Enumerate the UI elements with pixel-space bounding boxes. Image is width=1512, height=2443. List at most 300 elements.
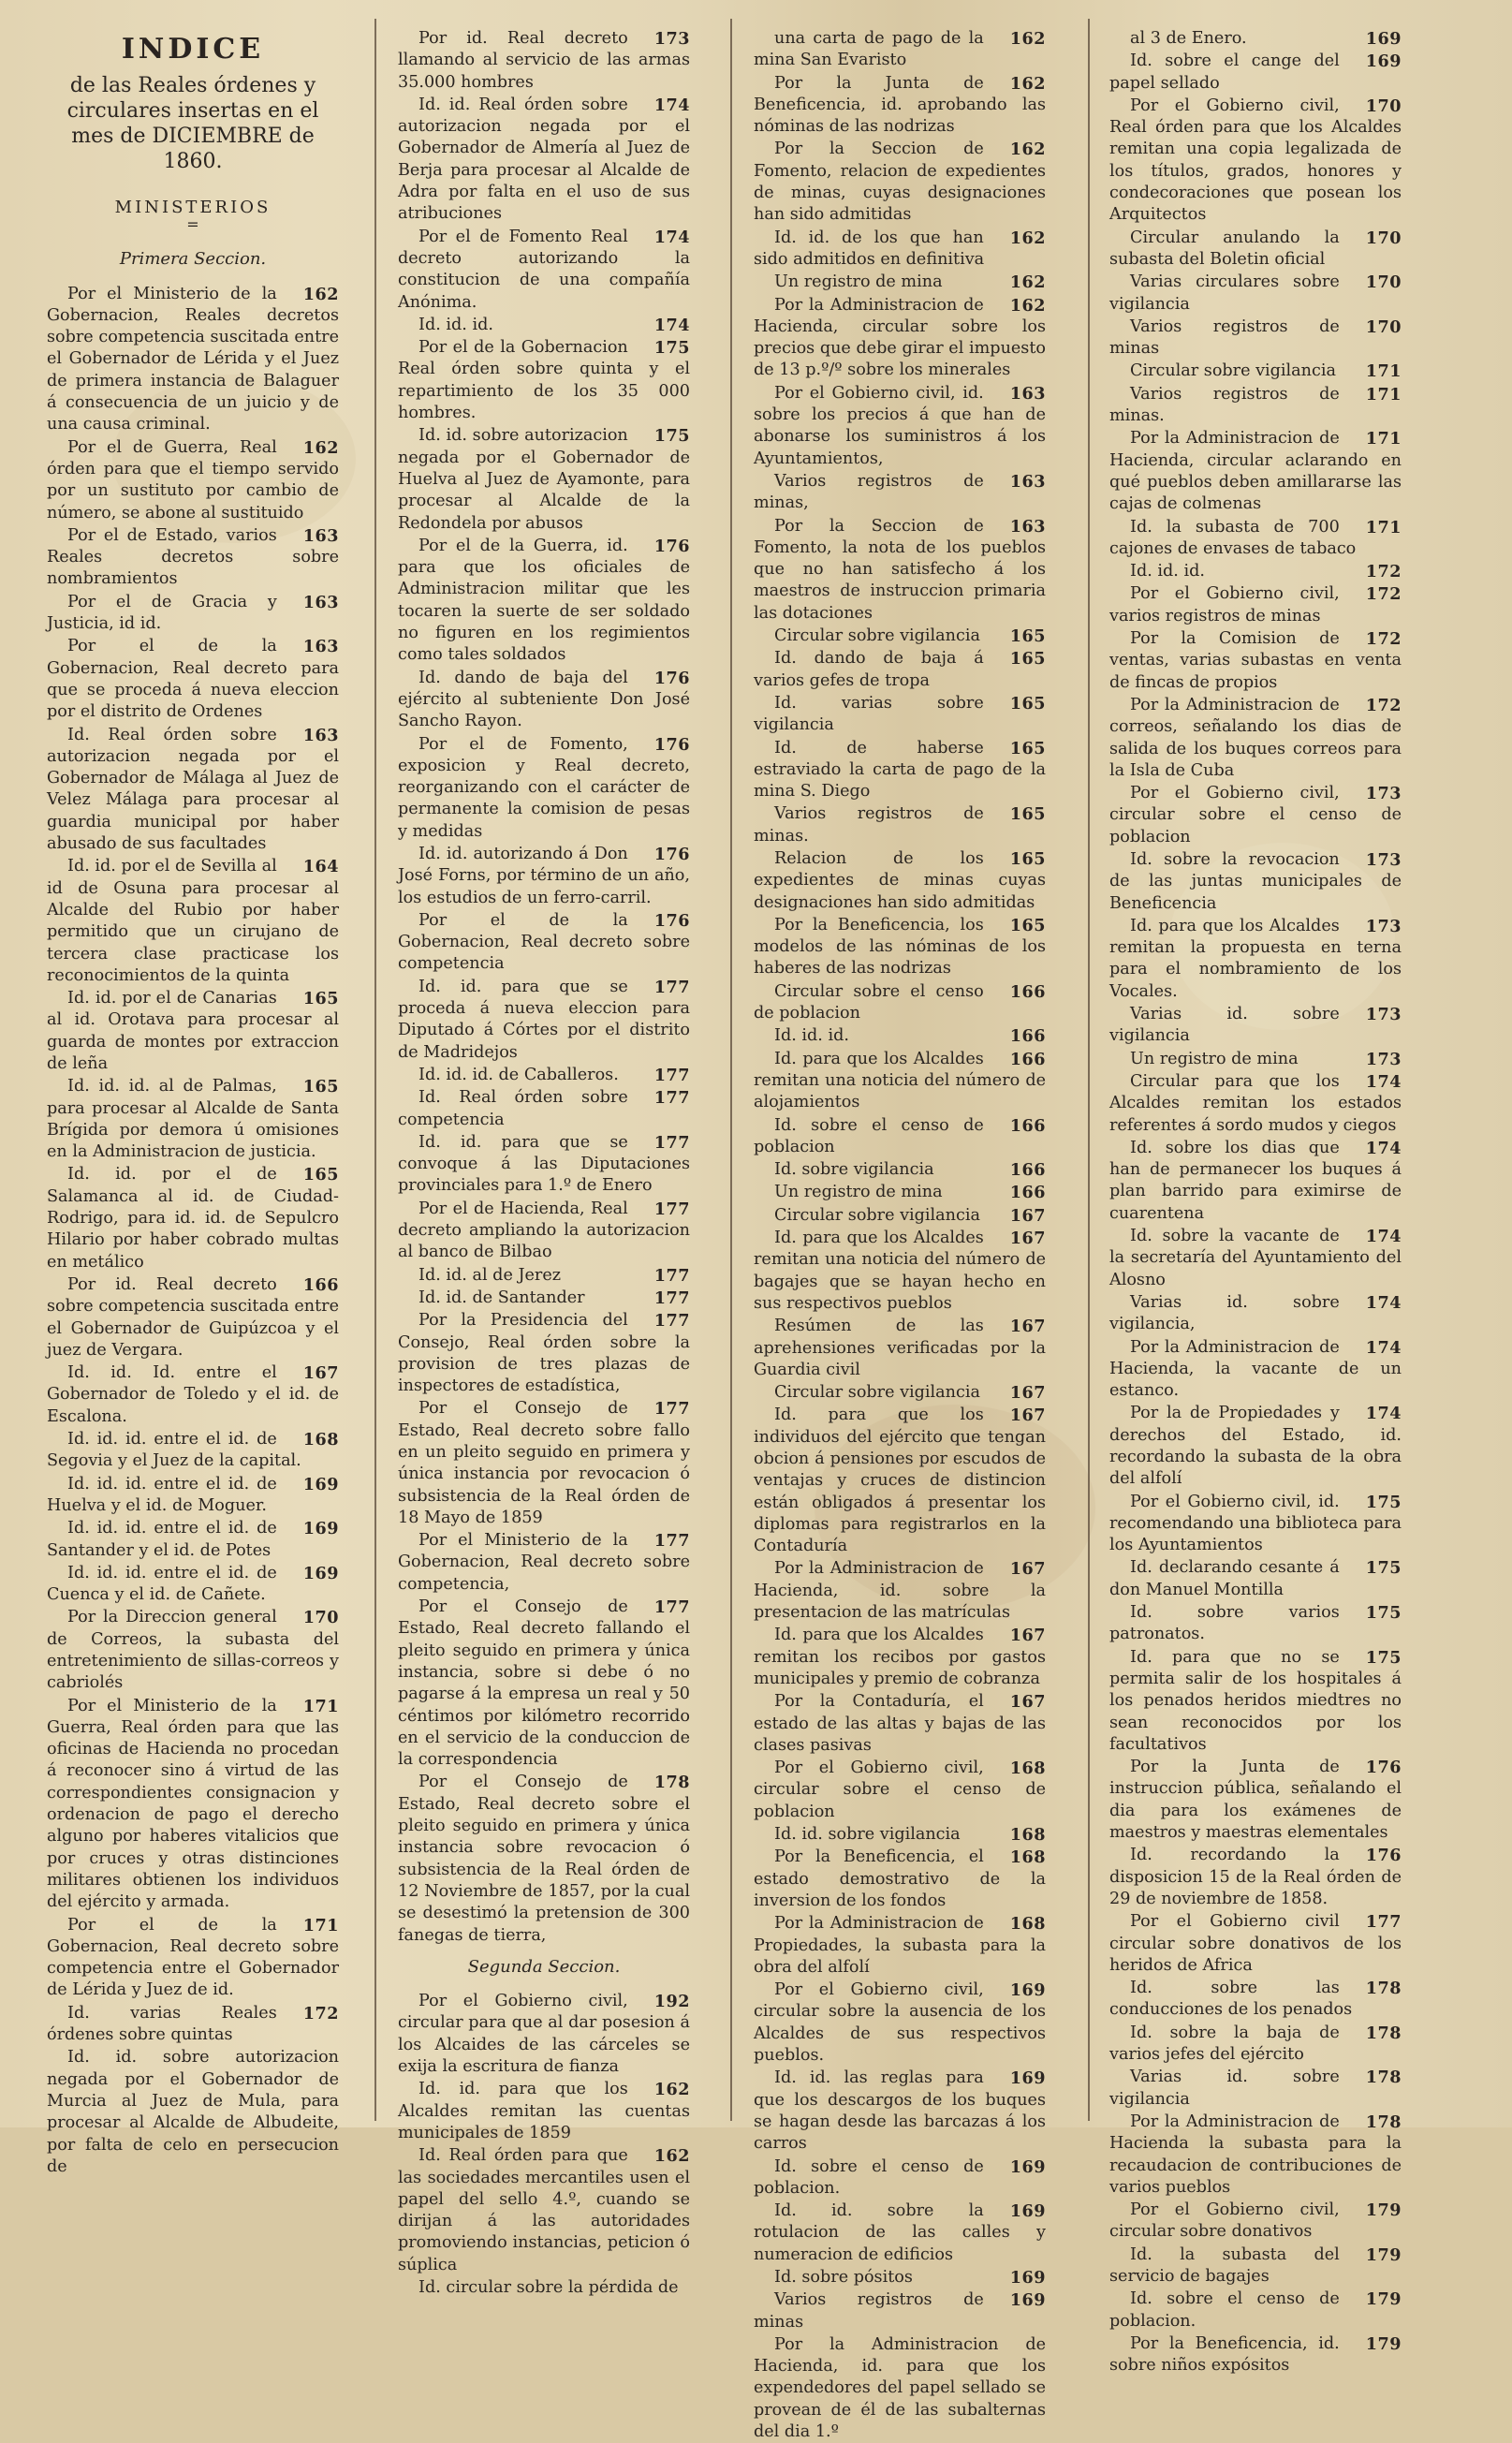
entry-text: Varios registros de minas	[1109, 316, 1340, 359]
page-number: 170	[302, 1608, 339, 1628]
page-number: 163	[302, 592, 339, 612]
index-entry	[754, 1824, 1046, 1846]
entry-text: Por id. Real decreto sobre competencia suscitada entre el Gobernador de Guipúzcoa y el juez de Vergara.	[47, 1274, 339, 1360]
entry-text: Por el Gobierno civil, Real órden para que los Alcaldes remitan una copia legalizada de los títulos, grados, honores y condecoraciones que posean los Arquitectos	[1109, 96, 1402, 225]
index-entry	[1109, 28, 1402, 50]
entry-text: Por la Direccion general de Correos, la subasta del entretenimiento de sillas-correos y cabriolés	[47, 1608, 339, 1693]
entry-text: Id. varias Reales órdenes sobre quintas	[47, 2003, 277, 2045]
entry-text: Id. sobre el censo de poblacion.	[1109, 2289, 1340, 2331]
column-rule	[374, 19, 376, 2121]
index-entry	[1109, 783, 1402, 848]
page-number: 174	[653, 95, 690, 115]
index-entry	[754, 28, 1046, 72]
index-entry	[398, 844, 690, 909]
entry-text: Por la Seccion de Fomento, relacion de expedientes de minas, cuyas designaciones han sido admitidas	[754, 140, 1046, 225]
entry-text: Id. id. id. entre el id. de Segovia y el Juez de la capital.	[47, 1430, 301, 1471]
page-number: 177	[653, 1265, 690, 1286]
entry-text: Id. id. id.	[774, 1026, 849, 1046]
index-entry	[754, 1382, 1046, 1404]
entry-text: Por el de Hacienda, Real decreto ampliando la autorizacion al banco de Bilbao	[398, 1199, 690, 1262]
index-entry	[1109, 2333, 1402, 2377]
index-entry	[1109, 1845, 1402, 1910]
entry-text: Id. Real órden para que las sociedades mercantiles usen el papel del sello 4.º, cuando se dirijan á las autoridades promoviendo instancias, peticion ó súplica	[398, 2146, 690, 2274]
index-entry	[1109, 1403, 1402, 1490]
page-number: 173	[1365, 849, 1402, 870]
entry-text: Id. sobre las conducciones de los penados	[1109, 1979, 1353, 2020]
page-number: 172	[1365, 562, 1402, 582]
page-number: 171	[302, 1915, 339, 1935]
index-entry	[1109, 1647, 1402, 1756]
index-entry	[754, 1228, 1046, 1315]
page-number: 166	[1009, 1160, 1046, 1181]
entry-text: Por id. Real decreto llamando al servicio de las armas 35.000 hombres	[398, 29, 690, 92]
page-number: 177	[1365, 1912, 1402, 1933]
page-number: 166	[1009, 1115, 1046, 1136]
page-number: 164	[302, 857, 339, 877]
page-number: 163	[302, 525, 339, 546]
entry-text: Id. id. sobre vigilancia	[774, 1825, 961, 1845]
page-number: 171	[1365, 361, 1402, 382]
index-entry	[47, 284, 339, 436]
index-entry	[398, 910, 690, 976]
page-number: 162	[302, 284, 339, 304]
entry-text: Circular sobre vigilancia	[774, 1205, 980, 1225]
index-entry	[1109, 96, 1402, 227]
page-number: 167	[1009, 1405, 1046, 1426]
page-number: 169	[1365, 29, 1402, 49]
page-number: 179	[1365, 2289, 1402, 2310]
entry-text: Id. id. id. entre el id. de Cuenca y el id. de Cañete.	[47, 1563, 277, 1605]
index-entry	[1109, 2200, 1402, 2244]
page-number: 162	[302, 437, 339, 458]
index-entry	[1109, 2023, 1402, 2067]
page-number: 163	[302, 637, 339, 657]
entry-text: Id. id. sobre autorizacion negada por el Gobernador de Huelva al Juez de Ayamonte, para procesar al Alcalde de la Redondela por abusos	[398, 426, 690, 533]
entry-text: Por el Gobierno civil, id. recomendando una biblioteca para los Ayuntamientos	[1109, 1492, 1402, 1555]
index-entry	[1109, 517, 1402, 561]
page-number: 174	[1365, 1404, 1402, 1424]
entry-text: Id. sobre los dias que han de permanecer los buques á plan barrido para eximirse de cuarentena	[1109, 1138, 1402, 1223]
entry-text: Por la Junta de instruccion pública, señalando el dia para los exámenes de maestros y maestras elementales	[1109, 1758, 1402, 1843]
page-number: 165	[1009, 649, 1046, 670]
entry-text: Circular sobre vigilancia	[774, 626, 980, 646]
page-number: 162	[1009, 295, 1046, 316]
entry-text: Por la Administracion de Hacienda, id. sobre la presentacion de las matrículas	[754, 1559, 1046, 1623]
index-entry	[1109, 1757, 1402, 1844]
entry-text: Id. para que los individuos del ejército que tengan obcion á pensiones por escudos de ventajas y cruces de distincion están obligados á presentar los diplomas para registrarlos en la Contaduría	[754, 1405, 1046, 1556]
page-number: 173	[1365, 1005, 1402, 1025]
index-entry	[47, 1076, 339, 1163]
page-number: 173	[1365, 784, 1402, 804]
entry-text: Por la Seccion de Fomento, la nota de los pueblos que no han satisfecho á los maestros de instruccion primaria las dotaciones	[754, 516, 1046, 623]
index-entry	[398, 227, 690, 314]
page-number: 177	[653, 1132, 690, 1153]
entry-text: Id. id. para que los Alcaldes remitan las cuentas municipales de 1859	[398, 2080, 690, 2142]
page-number: 174	[1365, 1337, 1402, 1358]
entry-text: Por el Gobierno civil, id. sobre los precios á que han de abonarse los suministros á los Ayuntamientos,	[754, 383, 1046, 468]
page-number: 176	[653, 668, 690, 688]
index-entry	[754, 2334, 1046, 2443]
page-number: 172	[1365, 629, 1402, 650]
entry-text: Por la Administracion de Hacienda, id. para que los expendedores del papel sellado se provean de él de las subalternas del dia 1.º	[754, 2334, 1046, 2442]
entry-text: Id. sobre la vacante de la secretaría del Ayuntamiento del Alosno	[1109, 1227, 1402, 1289]
page-number: 178	[1365, 2023, 1402, 2043]
index-entry	[754, 1182, 1046, 1203]
page-number: 169	[1009, 2267, 1046, 2288]
index-entry	[398, 1288, 690, 1309]
entry-text: Por la Presidencia del Consejo, Real órden sobre la provision de tres plazas de inspectores de estadística,	[398, 1311, 690, 1396]
index-entry	[754, 2068, 1046, 2155]
page-number: 176	[653, 910, 690, 931]
page-number: 168	[1009, 1914, 1046, 1935]
heading-rule: =	[186, 215, 199, 234]
entry-text: Por la Comision de ventas, varias subastas en venta de fincas de propios	[1109, 629, 1402, 692]
page-number: 165	[1009, 693, 1046, 714]
entry-text: Por el Consejo de Estado, Real decreto sobre fallo en un pleito seguido en primera y única instancia por revocacion ó subsistencia de la Real órden de 18 Mayo de 1859	[398, 1399, 690, 1527]
entry-text: Id. sobre la baja de varios jefes del ejército	[1109, 2023, 1340, 2065]
entry-text: Id. id. Real órden sobre autorizacion negada por el Gobernador de Almería al Juez de Berja para procesar al Alcalde de Adra por falta en el uso de sus atribuciones	[398, 95, 690, 224]
entry-text: Por la Beneficencia, el estado demostrativo de la inversion de los fondos	[754, 1847, 1046, 1910]
index-entry	[754, 1691, 1046, 1757]
page-number: 168	[1009, 1825, 1046, 1846]
page-number: 162	[1009, 73, 1046, 94]
entry-text: Varias circulares sobre vigilancia	[1109, 272, 1340, 314]
page-number: 162	[1009, 140, 1046, 160]
entry-text: Id. la subasta del servicio de bagajes	[1109, 2244, 1340, 2286]
index-entry	[1109, 1911, 1402, 1977]
entry-text: Id. para que no se permita salir de los hospitales á los penados heridos miedtres no sean reconocidos por los facultativos	[1109, 1647, 1402, 1754]
page-number: 168	[1009, 1759, 1046, 1779]
entry-text: Por el de la Gobernacion, Real decreto sobre competencia	[398, 910, 690, 974]
index-entry	[1109, 228, 1402, 272]
page-number: 172	[1365, 695, 1402, 715]
entry-text: Por la Beneficencia, id. sobre niños expósitos	[1109, 2333, 1340, 2376]
page-number: 170	[1365, 96, 1402, 116]
entry-text: Id. id. por el de Salamanca al id. de Ciudad-Rodrigo, para id. id. de Sepulcro Hilario por haber cobrado multas en metálico	[47, 1165, 339, 1272]
index-subtitle: de las Reales órdenes y circulares insertas en el mes de DICIEMBRE de 1860.	[66, 74, 319, 173]
page-number: 174	[1365, 1138, 1402, 1158]
page-number: 167	[1009, 1317, 1046, 1337]
entry-text: Un registro de mina	[1130, 1049, 1299, 1068]
index-entry	[1109, 361, 1402, 382]
index-entry	[1109, 849, 1402, 915]
entry-text: Id. dando de baja á varios gefes de tropa	[754, 649, 984, 690]
page-number: 170	[1365, 228, 1402, 248]
page-number: 176	[653, 536, 690, 556]
entry-text: Por el de Estado, varios Reales decretos sobre nombramientos	[47, 525, 339, 589]
page-number: 163	[1009, 516, 1046, 537]
page-number: 177	[653, 1199, 690, 1219]
index-entry	[754, 1025, 1046, 1047]
index-entry	[1109, 695, 1402, 782]
entry-text: Id. id. sobre autorizacion negada por el Gobernador de Murcia al Juez de Mula, para procesar al Alcalde de Albudeite, por falta de celo en persecucion de	[47, 2048, 339, 2176]
entry-text: Id. id. id. de Caballeros.	[418, 1065, 619, 1084]
page-number: 173	[1365, 916, 1402, 936]
page-number: 165	[1009, 848, 1046, 869]
index-entry	[1109, 2288, 1402, 2333]
index-entry	[398, 337, 690, 424]
entry-text: Id. la subasta de 700 cajones de envases de tabaco	[1109, 517, 1357, 558]
entry-text: Id. id. autorizando á Don José Forns, por término de un año, los estudios de un ferro-carril.	[398, 844, 690, 907]
index-entry	[398, 2277, 690, 2299]
entry-text: Por el Ministerio de la Gobernacion, Reales decretos sobre competencia suscitada entre el Gobernador de Lérida y el Juez de primera instancia de Balaguer á consecuencia de un juicio y de una causa criminal.	[47, 284, 339, 434]
index-entry	[47, 856, 339, 987]
page-number: 162	[653, 2146, 690, 2167]
page-number: 165	[302, 1077, 339, 1097]
entry-text: Id. id. sobre la rotulacion de las calles y numeracion de edificios	[754, 2201, 1046, 2264]
index-entry	[754, 2200, 1046, 2266]
index-entry	[1109, 428, 1402, 515]
index-entry	[47, 1362, 339, 1428]
page-number: 178	[653, 1773, 690, 1793]
index-entry	[1109, 2067, 1402, 2111]
index-entry	[754, 693, 1046, 737]
entry-text: Id. id. por el de Sevilla al id de Osuna para procesar al Alcalde del Rubio por haber permitido que un cirujano de tercera clase practicase los reconocimientos de la quinta	[47, 857, 339, 985]
page-number: 171	[1365, 429, 1402, 449]
entry-text: Por el Gobierno civil, circular sobre el censo de poblacion	[754, 1759, 1046, 1821]
entry-text: Id. sobre el cange del papel sellado	[1109, 52, 1340, 93]
entry-text: Varias id. sobre vigilancia	[1109, 2068, 1340, 2109]
index-entry	[47, 1607, 339, 1694]
page-number: 165	[1009, 915, 1046, 935]
index-entry	[754, 1913, 1046, 1979]
index-entry	[398, 1772, 690, 1946]
page-number: 174	[1365, 1071, 1402, 1092]
page-number: 177	[653, 1288, 690, 1308]
index-entry	[754, 803, 1046, 847]
entry-text: Id. id. id.	[418, 315, 493, 334]
page-number: 167	[1009, 1626, 1046, 1646]
page-number: 166	[1009, 1049, 1046, 1069]
entry-text: Por la Administracion de Hacienda, circular sobre los precios que debe girar el impuesto de 13 p.º/º sobre los minerales	[754, 295, 1046, 380]
entry-text: Por el de la Guerra, id. para que los oficiales de Administracion militar que les tocaren la suerte de ser soldado no figuren en los regimientos como tales soldados	[398, 536, 690, 665]
entry-text: Id. para que los Alcaldes remitan una noticia del número de alojamientos	[754, 1049, 1046, 1112]
entry-text: Varias id. sobre vigilancia,	[1109, 1292, 1340, 1334]
entry-text: Por el Gobierno civil, circular sobre el censo de poblacion	[1109, 784, 1402, 846]
index-entry	[398, 1991, 690, 2078]
index-entry	[754, 1115, 1046, 1159]
index-entry	[1109, 1602, 1402, 1646]
index-entry	[1109, 384, 1402, 428]
page-number: 172	[302, 2003, 339, 2024]
page-number: 169	[1009, 2201, 1046, 2222]
entry-text: Id. sobre varios patronatos.	[1109, 1603, 1340, 1644]
entry-text: Id. id. al de Jerez	[418, 1265, 562, 1285]
page-number: 166	[1009, 1026, 1046, 1047]
index-entry	[398, 2079, 690, 2144]
index-entry	[398, 536, 690, 667]
index-entry	[754, 2289, 1046, 2333]
entry-text: Por el Gobierno civil, varios registros de minas	[1109, 584, 1340, 625]
page-number: 176	[653, 844, 690, 864]
index-entry	[47, 988, 339, 1075]
column-4	[1109, 28, 1402, 2376]
page-number: 175	[1365, 1603, 1402, 1624]
page-number: 177	[653, 1065, 690, 1085]
index-entry	[398, 1530, 690, 1596]
page-number: 169	[1009, 2290, 1046, 2311]
page-number: 171	[1365, 517, 1402, 537]
index-entry	[1109, 1049, 1402, 1070]
index-entry	[47, 1696, 339, 1914]
page-number: 175	[1365, 1558, 1402, 1579]
entry-text: Por la Beneficencia, los modelos de las nóminas de los haberes de las nodrizas	[754, 915, 1046, 979]
page-number: 168	[1009, 1847, 1046, 1868]
index-entry	[754, 516, 1046, 625]
page-number: 167	[1009, 1205, 1046, 1226]
index-entry	[1109, 1492, 1402, 1557]
entry-text: Id. id. por el de Canarias al id. Orotava para procesar al guarda de montes por extraccion de leña	[47, 989, 339, 1073]
entry-text: Por el de Fomento, exposicion y Real decreto, reorganizando con el carácter de permanente la comision de pesas y medidas	[398, 734, 690, 841]
index-entry	[754, 2156, 1046, 2200]
page-number: 172	[1365, 584, 1402, 605]
entry-text: Circular anulando la subasta del Boletin oficial	[1109, 228, 1340, 269]
entry-text: Por el Gobierno civil, circular sobre la ausencia de los Alcaldes de sus respectivos pueblos.	[754, 1980, 1046, 2066]
index-entry	[47, 525, 339, 591]
index-entry	[754, 383, 1046, 470]
page-number: 166	[1009, 981, 1046, 1002]
page-number: 165	[1009, 738, 1046, 758]
entry-text: Id. sobre el censo de poblacion.	[754, 2156, 984, 2198]
column-3	[754, 28, 1046, 2442]
index-entry	[1109, 916, 1402, 1003]
entry-text: Id. varias sobre vigilancia	[754, 693, 984, 735]
index-entry	[398, 1597, 690, 1771]
index-entry	[398, 668, 690, 733]
page-number: 163	[302, 725, 339, 745]
index-entry	[47, 592, 339, 636]
index-entry	[754, 1316, 1046, 1381]
page-number: 165	[1009, 804, 1046, 825]
entry-text: Por el de la Gobernacion, Real decreto para que se proceda á nueva eleccion por el distrito de Ordenes	[47, 637, 339, 722]
page-number: 176	[1365, 1846, 1402, 1866]
entry-text: Por el Consejo de Estado, Real decreto sobre el pleito seguido en primera y única instancia sobre revocacion ó subsistencia de la Real órden de 12 Noviembre de 1857, por la cual se desestimó la pretension de 300 fanegas de tierra,	[398, 1773, 690, 1945]
page-number: 179	[1365, 2244, 1402, 2265]
page-number: 169	[1009, 2068, 1046, 2089]
index-entry	[754, 848, 1046, 914]
entry-text: Por el Gobierno civil, circular sobre donativos	[1109, 2200, 1340, 2242]
page-number: 162	[1009, 228, 1046, 248]
entry-text: Id. para que los Alcaldes remitan los recibos por gastos municipales y premio de cobranza	[754, 1626, 1046, 1688]
index-entry	[754, 228, 1046, 272]
entry-text: Resúmen de las aprehensiones verificadas por la Guardia civil	[754, 1317, 1046, 1379]
section-heading-segunda: Segunda Seccion.	[467, 1956, 621, 1977]
index-entry	[1109, 1337, 1402, 1403]
page-number: 176	[653, 734, 690, 755]
page-number: 177	[653, 1088, 690, 1109]
page-number: 163	[1009, 383, 1046, 404]
page-number: 173	[653, 29, 690, 49]
index-entry	[754, 915, 1046, 980]
entry-text: Por el Gobierno civil, circular para que al dar posesion á los Alcaides de las cárceles se exija la escritura de fianza	[398, 1992, 690, 2077]
entry-text: Id. id. id.	[1130, 562, 1205, 581]
page-number: 169	[302, 1519, 339, 1539]
entry-text: Id. id. para que se proceda á nueva eleccion para Diputado á Córtes por el distrito de Madridejos	[398, 977, 690, 1062]
index-entry	[1109, 628, 1402, 694]
entry-text: Id. para que los Alcaldes remitan una noticia del número de bagajes que se hayan hecho en sus respectivos pueblos	[754, 1229, 1046, 1313]
column-rule	[730, 19, 732, 2121]
page-number: 192	[653, 1992, 690, 2012]
column-1	[47, 28, 339, 2176]
entry-text: Id. sobre el censo de poblacion	[754, 1115, 984, 1156]
index-entry	[754, 1159, 1046, 1181]
index-entry	[754, 648, 1046, 692]
entry-text: Circular sobre el censo de poblacion	[754, 981, 984, 1023]
page-number: 162	[1009, 272, 1046, 293]
page-number: 165	[302, 989, 339, 1009]
entry-text: Id. sobre la revocacion de las juntas municipales de Beneficencia	[1109, 849, 1402, 913]
entry-text: Varias id. sobre vigilancia	[1109, 1005, 1340, 1046]
entry-text: Varios registros de minas,	[754, 471, 984, 513]
index-entry	[47, 437, 339, 524]
index-entry	[1109, 583, 1402, 627]
page-number: 170	[1365, 316, 1402, 337]
index-entry	[1109, 1978, 1402, 2022]
page-number: 169	[1365, 52, 1402, 72]
index-entry	[754, 1558, 1046, 1624]
index-entry	[398, 1132, 690, 1198]
entry-list	[1109, 28, 1402, 2377]
page-number: 167	[1009, 1692, 1046, 1713]
index-entry	[47, 1915, 339, 2002]
index-entry	[754, 1758, 1046, 1823]
page-number: 175	[1365, 1492, 1402, 1512]
index-entry	[398, 315, 690, 336]
index-entry	[398, 95, 690, 226]
page-number: 162	[1009, 29, 1046, 49]
page-number: 167	[1009, 1229, 1046, 1249]
page-number: 175	[1365, 1647, 1402, 1668]
entry-text: Circular para que los Alcaldes remitan los estados referentes á sordo mudos y ciegos	[1109, 1071, 1402, 1135]
page-number: 171	[1365, 384, 1402, 405]
page-number: 174	[1365, 1227, 1402, 1247]
entry-text: Por el de la Gobernacion Real órden sobre quinta y el repartimiento de los 35 000 hombres.	[398, 338, 690, 423]
entry-text: al 3 de Enero.	[1130, 29, 1247, 48]
entry-text: Id. declarando cesante á don Manuel Montilla	[1109, 1558, 1340, 1599]
index-entry	[754, 981, 1046, 1025]
index-entry	[1109, 316, 1402, 361]
entry-text: Un registro de mina	[774, 272, 943, 292]
index-entry	[754, 73, 1046, 139]
entry-text: Por la Administracion de correos, señalando los dias de salida de los buques correos para la Isla de Cuba	[1109, 695, 1402, 780]
section-heading-primera: Primera Seccion.	[119, 249, 267, 270]
page-number: 174	[653, 315, 690, 335]
entry-text: Id. id. las reglas para que los descargos de los buques se hagan desde las barcazas á los carros	[754, 2068, 1046, 2154]
page-number: 174	[653, 227, 690, 247]
entry-text: Id. de haberse estraviado la carta de pago de la mina S. Diego	[754, 738, 1046, 802]
entry-text: Por la Contaduría, el estado de las altas y bajas de las clases pasivas	[754, 1692, 1046, 1755]
index-entry	[1109, 2112, 1402, 2199]
entry-text: una carta de pago de la mina San Evaristo	[754, 29, 984, 70]
index-entry	[1109, 1138, 1402, 1225]
entry-text: Id. id. de Santander	[418, 1288, 585, 1307]
page-number: 177	[653, 1399, 690, 1420]
index-entry	[754, 1405, 1046, 1557]
page-number: 177	[653, 1311, 690, 1332]
entry-text: Id. recordando la disposicion 15 de la Real órden de 29 de noviembre de 1858.	[1109, 1846, 1402, 1908]
index-entry	[398, 1265, 690, 1287]
index-entry	[398, 1087, 690, 1131]
entry-text: Por la Administracion de Hacienda la subasta para la recaudacion de contribuciones de varios pueblos	[1109, 2112, 1402, 2197]
index-entry	[47, 1474, 339, 1518]
page-number: 165	[302, 1165, 339, 1185]
index-entry	[398, 1065, 690, 1086]
ministerios-heading: MINISTERIOS	[114, 198, 272, 217]
entry-text: Varios registros de minas	[754, 2290, 984, 2332]
index-entry	[754, 2267, 1046, 2288]
index-entry	[754, 1205, 1046, 1227]
page-number: 178	[1365, 2068, 1402, 2088]
